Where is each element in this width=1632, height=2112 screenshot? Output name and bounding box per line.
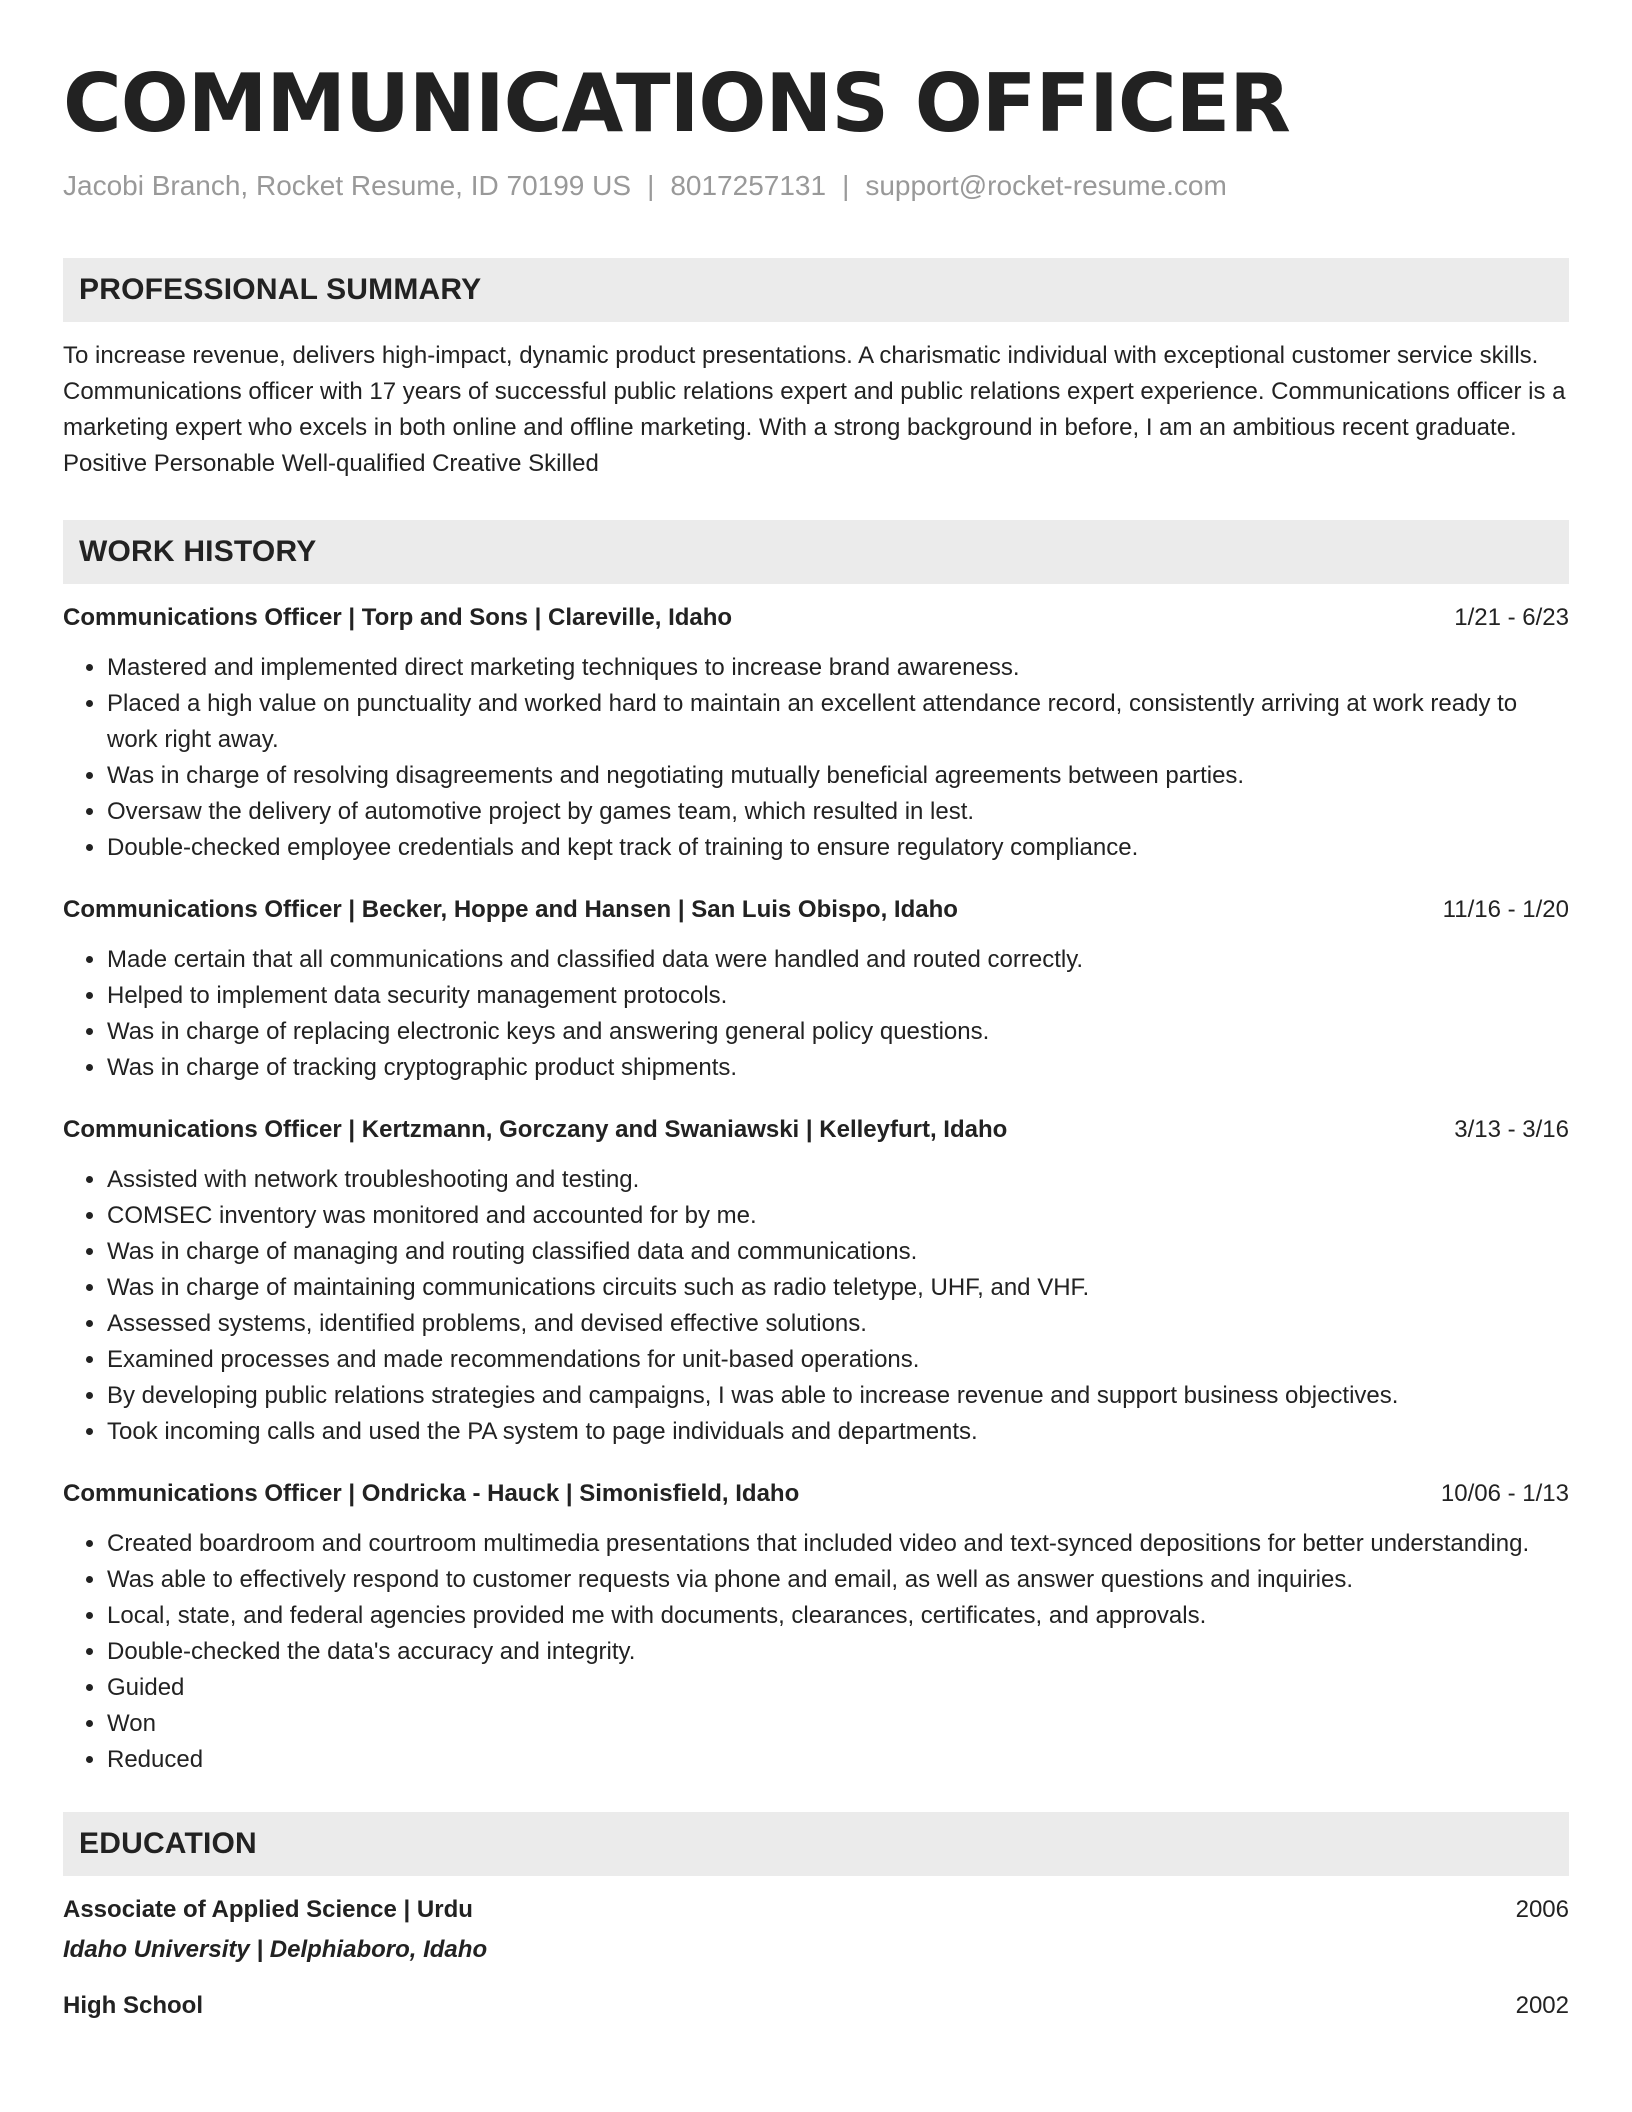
job-entry xyxy=(63,600,1569,866)
contact-separator: | xyxy=(842,170,850,201)
job-bullet: • Oversaw the delivery of automotive project by games team, which resulted in lest. xyxy=(107,794,1569,830)
job-bullet-list xyxy=(63,1162,1569,1450)
job-bullet: • Created boardroom and courtroom multimedia presentations that included video and text-synced depositions for better understanding. xyxy=(107,1526,1569,1562)
job-bullet: • Was in charge of managing and routing classified data and communications. xyxy=(107,1234,1569,1270)
education-school: Idaho University | Delphiaboro, Idaho xyxy=(63,1936,488,1963)
job-bullet: • Double-checked the data's accuracy and integrity. xyxy=(107,1634,1569,1670)
job-entry xyxy=(63,892,1569,1086)
job-bullet: • Was able to effectively respond to customer requests via phone and email, as well as answer questions and inquiries. xyxy=(107,1562,1569,1598)
job-dates: 1/21 - 6/23 xyxy=(1454,604,1569,631)
education-degree: Associate of Applied Science | Urdu xyxy=(63,1896,473,1923)
job-bullet: • Placed a high value on punctuality and worked hard to maintain an excellent attendance record, consistently arriving at work ready to work right away. xyxy=(107,686,1569,758)
job-bullet: • Won xyxy=(107,1706,1569,1742)
education-year: 2002 xyxy=(1515,1992,1569,2019)
job-bullet-list xyxy=(63,1526,1569,1778)
job-bullet: • Guided xyxy=(107,1670,1569,1706)
section-heading-education: EDUCATION xyxy=(63,1812,1569,1876)
education-header xyxy=(63,1988,1569,2024)
contact-separator: | xyxy=(647,170,655,201)
education-year: 2006 xyxy=(1515,1896,1569,1923)
job-header xyxy=(63,600,1569,636)
contact-email: support@rocket-resume.com xyxy=(865,170,1227,201)
job-bullet: • Was in charge of maintaining communications circuits such as radio teletype, UHF, and VHF. xyxy=(107,1270,1569,1306)
education-entry xyxy=(63,1988,1569,2024)
job-bullet: • Assessed systems, identified problems, and devised effective solutions. xyxy=(107,1306,1569,1342)
job-bullet: • Was in charge of resolving disagreements and negotiating mutually beneficial agreements between parties. xyxy=(107,758,1569,794)
job-entry xyxy=(63,1476,1569,1778)
job-title: Communications Officer | Kertzmann, Gorczany and Swaniawski | Kelleyfurt, Idaho xyxy=(63,1116,1008,1143)
resume-title: COMMUNICATIONS OFFICER xyxy=(63,57,1290,150)
work-history-list xyxy=(63,600,1569,1778)
job-bullet: • Made certain that all communications and classified data were handled and routed correctly. xyxy=(107,942,1569,978)
section-heading-work-history: WORK HISTORY xyxy=(63,520,1569,584)
job-title: Communications Officer | Torp and Sons | Clareville, Idaho xyxy=(63,604,733,631)
education-list xyxy=(63,1892,1569,2024)
job-bullet: • Assisted with network troubleshooting and testing. xyxy=(107,1162,1569,1198)
job-bullet-list xyxy=(63,942,1569,1086)
job-dates: 3/13 - 3/16 xyxy=(1454,1116,1569,1143)
job-bullet: • Helped to implement data security management protocols. xyxy=(107,978,1569,1014)
job-bullet: • Was in charge of replacing electronic keys and answering general policy questions. xyxy=(107,1014,1569,1050)
job-entry xyxy=(63,1112,1569,1450)
job-title: Communications Officer | Becker, Hoppe and Hansen | San Luis Obispo, Idaho xyxy=(63,896,958,923)
job-bullet-list xyxy=(63,650,1569,866)
job-bullet: • COMSEC inventory was monitored and accounted for by me. xyxy=(107,1198,1569,1234)
job-bullet: • By developing public relations strategies and campaigns, I was able to increase revenue and support business objectives. xyxy=(107,1378,1569,1414)
education-header xyxy=(63,1892,1569,1928)
job-header xyxy=(63,1112,1569,1148)
contact-address: Jacobi Branch, Rocket Resume, ID 70199 US xyxy=(63,170,632,201)
job-bullet: • Double-checked employee credentials and kept track of training to ensure regulatory compliance. xyxy=(107,830,1569,866)
contact-phone: 8017257131 xyxy=(670,170,827,201)
job-bullet: • Mastered and implemented direct marketing techniques to increase brand awareness. xyxy=(107,650,1569,686)
job-bullet: • Reduced xyxy=(107,1742,1569,1778)
job-dates: 11/16 - 1/20 xyxy=(1442,896,1569,923)
job-header xyxy=(63,892,1569,928)
job-title: Communications Officer | Ondricka - Hauck | Simonisfield, Idaho xyxy=(63,1480,800,1507)
job-dates: 10/06 - 1/13 xyxy=(1440,1480,1569,1507)
section-heading-summary: PROFESSIONAL SUMMARY xyxy=(63,258,1569,322)
job-bullet: • Took incoming calls and used the PA system to page individuals and departments. xyxy=(107,1414,1569,1450)
summary-text: To increase revenue, delivers high-impact, dynamic product presentations. A charismatic individual with exceptional customer service skills. Communications officer with 17 years of successful public relations expert and public relations expert experience. Communications officer is a marketing expert who excels in both online and offline marketing. With a strong background in before, I am an ambitious recent graduate. Positive Personable Well-qualified Creative Skilled xyxy=(63,342,1566,477)
education-entry xyxy=(63,1892,1569,1968)
job-bullet: • Examined processes and made recommendations for unit-based operations. xyxy=(107,1342,1569,1378)
education-degree: High School xyxy=(63,1992,203,2019)
job-header xyxy=(63,1476,1569,1512)
job-bullet: • Was in charge of tracking cryptographic product shipments. xyxy=(107,1050,1569,1086)
job-bullet: • Local, state, and federal agencies provided me with documents, clearances, certificates, and approvals. xyxy=(107,1598,1569,1634)
contact-line xyxy=(63,166,1569,206)
